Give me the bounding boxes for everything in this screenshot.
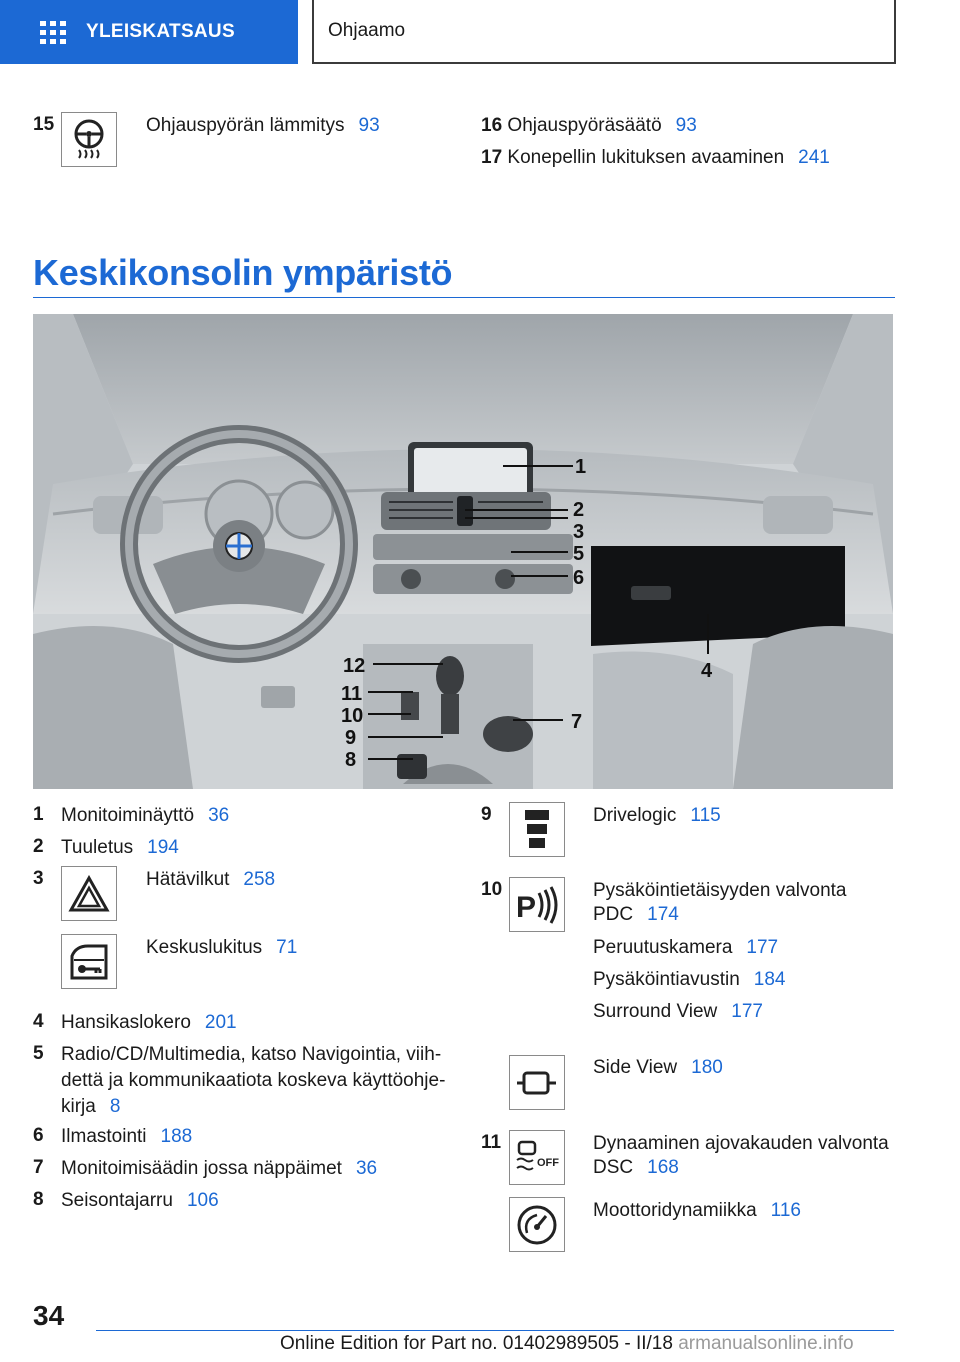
- page-number: 34: [33, 1300, 65, 1331]
- grid-menu-icon: [40, 21, 66, 43]
- item-label: Ilmastointi 188: [61, 1126, 193, 1147]
- callout-3: 3: [573, 521, 585, 543]
- page-link[interactable]: 115: [690, 805, 721, 826]
- item-number: 15: [33, 114, 55, 135]
- item-number: 3: [33, 868, 44, 889]
- section-tab-label: YLEISKATSAUS: [86, 21, 235, 42]
- item-number: 2: [33, 836, 44, 857]
- item-number: 7: [33, 1157, 44, 1178]
- item-number: 16: [481, 115, 503, 136]
- callout-11: 11: [341, 683, 363, 705]
- callout-1: 1: [575, 456, 587, 478]
- watermark: armanualsonline.info: [678, 1333, 854, 1354]
- page-link[interactable]: 177: [746, 937, 779, 958]
- page-link[interactable]: 184: [753, 969, 786, 990]
- item-label: Hansikaslokero 201: [61, 1012, 237, 1033]
- callout-2: 2: [573, 499, 585, 521]
- page-link[interactable]: 93: [358, 115, 380, 136]
- page-link[interactable]: 177: [731, 1001, 763, 1022]
- page-link[interactable]: 116: [770, 1200, 801, 1221]
- page-link[interactable]: 8: [109, 1096, 121, 1117]
- callout-9: 9: [345, 727, 357, 749]
- item-number: 8: [33, 1189, 44, 1210]
- footer-rule: [96, 1330, 894, 1331]
- page-link[interactable]: 168: [647, 1157, 679, 1178]
- engine-dynamics-icon: [509, 1197, 565, 1252]
- item-label: Pysäköintiavustin 184: [593, 969, 786, 990]
- page-link[interactable]: 174: [647, 904, 679, 925]
- page-link[interactable]: 241: [798, 147, 830, 168]
- item-number: 11: [481, 1132, 502, 1153]
- section-tab[interactable]: [0, 0, 298, 64]
- dashboard-illustration: [33, 314, 893, 789]
- item-label: Hätävilkut 258: [146, 869, 276, 890]
- page-link[interactable]: 93: [675, 115, 697, 136]
- item-label: 17 Konepellin lukituksen avaaminen 241: [481, 147, 830, 168]
- item-number: 9: [481, 804, 492, 825]
- footer-edition: Online Edition for Part no. 01402989505 - II/18 armanualsonline.info: [280, 1333, 854, 1354]
- callout-4: 4: [701, 660, 713, 682]
- page-link[interactable]: 71: [276, 937, 298, 958]
- callout-6: 6: [573, 567, 585, 589]
- page-link[interactable]: 180: [691, 1057, 723, 1078]
- section-rule: [33, 297, 895, 298]
- item-label: Peruutuskamera 177: [593, 937, 779, 958]
- item-label: Ohjauspyörän lämmitys 93: [146, 115, 380, 136]
- pdc-icon: [509, 877, 565, 932]
- item-label: Drivelogic 115: [593, 805, 721, 826]
- page-link[interactable]: 258: [243, 869, 276, 890]
- item-label: Tuuletus 194: [61, 837, 179, 858]
- page-link[interactable]: 106: [186, 1190, 219, 1211]
- item-number: 6: [33, 1125, 44, 1146]
- item-label: Monitoimisäädin jossa näppäimet 36: [61, 1158, 378, 1179]
- item-number: 1: [33, 804, 44, 825]
- item-label: Pysäköintietäisyyden valvonta PDC 174: [593, 880, 847, 925]
- item-label: Seisontajarru 106: [61, 1190, 219, 1211]
- callout-12: 12: [343, 655, 366, 677]
- central-locking-icon: [61, 934, 117, 989]
- section-title: Keskikonsolin ympäristö: [33, 252, 453, 293]
- item-number: 5: [33, 1043, 44, 1064]
- heated-steering-wheel-icon: [61, 112, 117, 167]
- item-label: Side View 180: [593, 1057, 723, 1078]
- item-label: 16 Ohjauspyöräsäätö 93: [481, 115, 697, 136]
- item-number: 17: [481, 147, 503, 168]
- page-link[interactable]: 36: [208, 805, 230, 826]
- chapter-title: Ohjaamo: [312, 0, 896, 64]
- item-label: Surround View 177: [593, 1001, 763, 1022]
- dsc-off-text: OFF: [537, 1156, 559, 1169]
- item-label: Radio/CD/Multimedia, katso Navigointia, viih- dettä ja kommunikaatiota koskeva käyttöohje- kirja 8: [61, 1044, 446, 1117]
- item-number: 4: [33, 1011, 44, 1032]
- drivelogic-icon: [509, 802, 565, 857]
- callout-5: 5: [573, 543, 585, 565]
- page-link[interactable]: 201: [204, 1012, 237, 1033]
- callout-7: 7: [571, 711, 583, 733]
- page-link[interactable]: 188: [160, 1126, 193, 1147]
- callout-10: 10: [341, 705, 364, 727]
- callout-8: 8: [345, 749, 357, 771]
- item-label: Dynaaminen ajovakauden valvonta DSC 168: [593, 1133, 889, 1178]
- hazard-warning-icon: [61, 866, 117, 921]
- svg-text:P: P: [516, 890, 537, 924]
- item-label: Moottoridynamiikka 116: [593, 1200, 801, 1221]
- item-number: 10: [481, 879, 503, 900]
- item-label: Keskuslukitus 71: [146, 937, 298, 958]
- dsc-off-icon: [509, 1130, 565, 1185]
- page-link[interactable]: 194: [147, 837, 179, 858]
- page-link[interactable]: 36: [355, 1158, 378, 1179]
- side-view-camera-icon: [509, 1055, 565, 1110]
- item-label: Monitoiminäyttö 36: [61, 805, 230, 826]
